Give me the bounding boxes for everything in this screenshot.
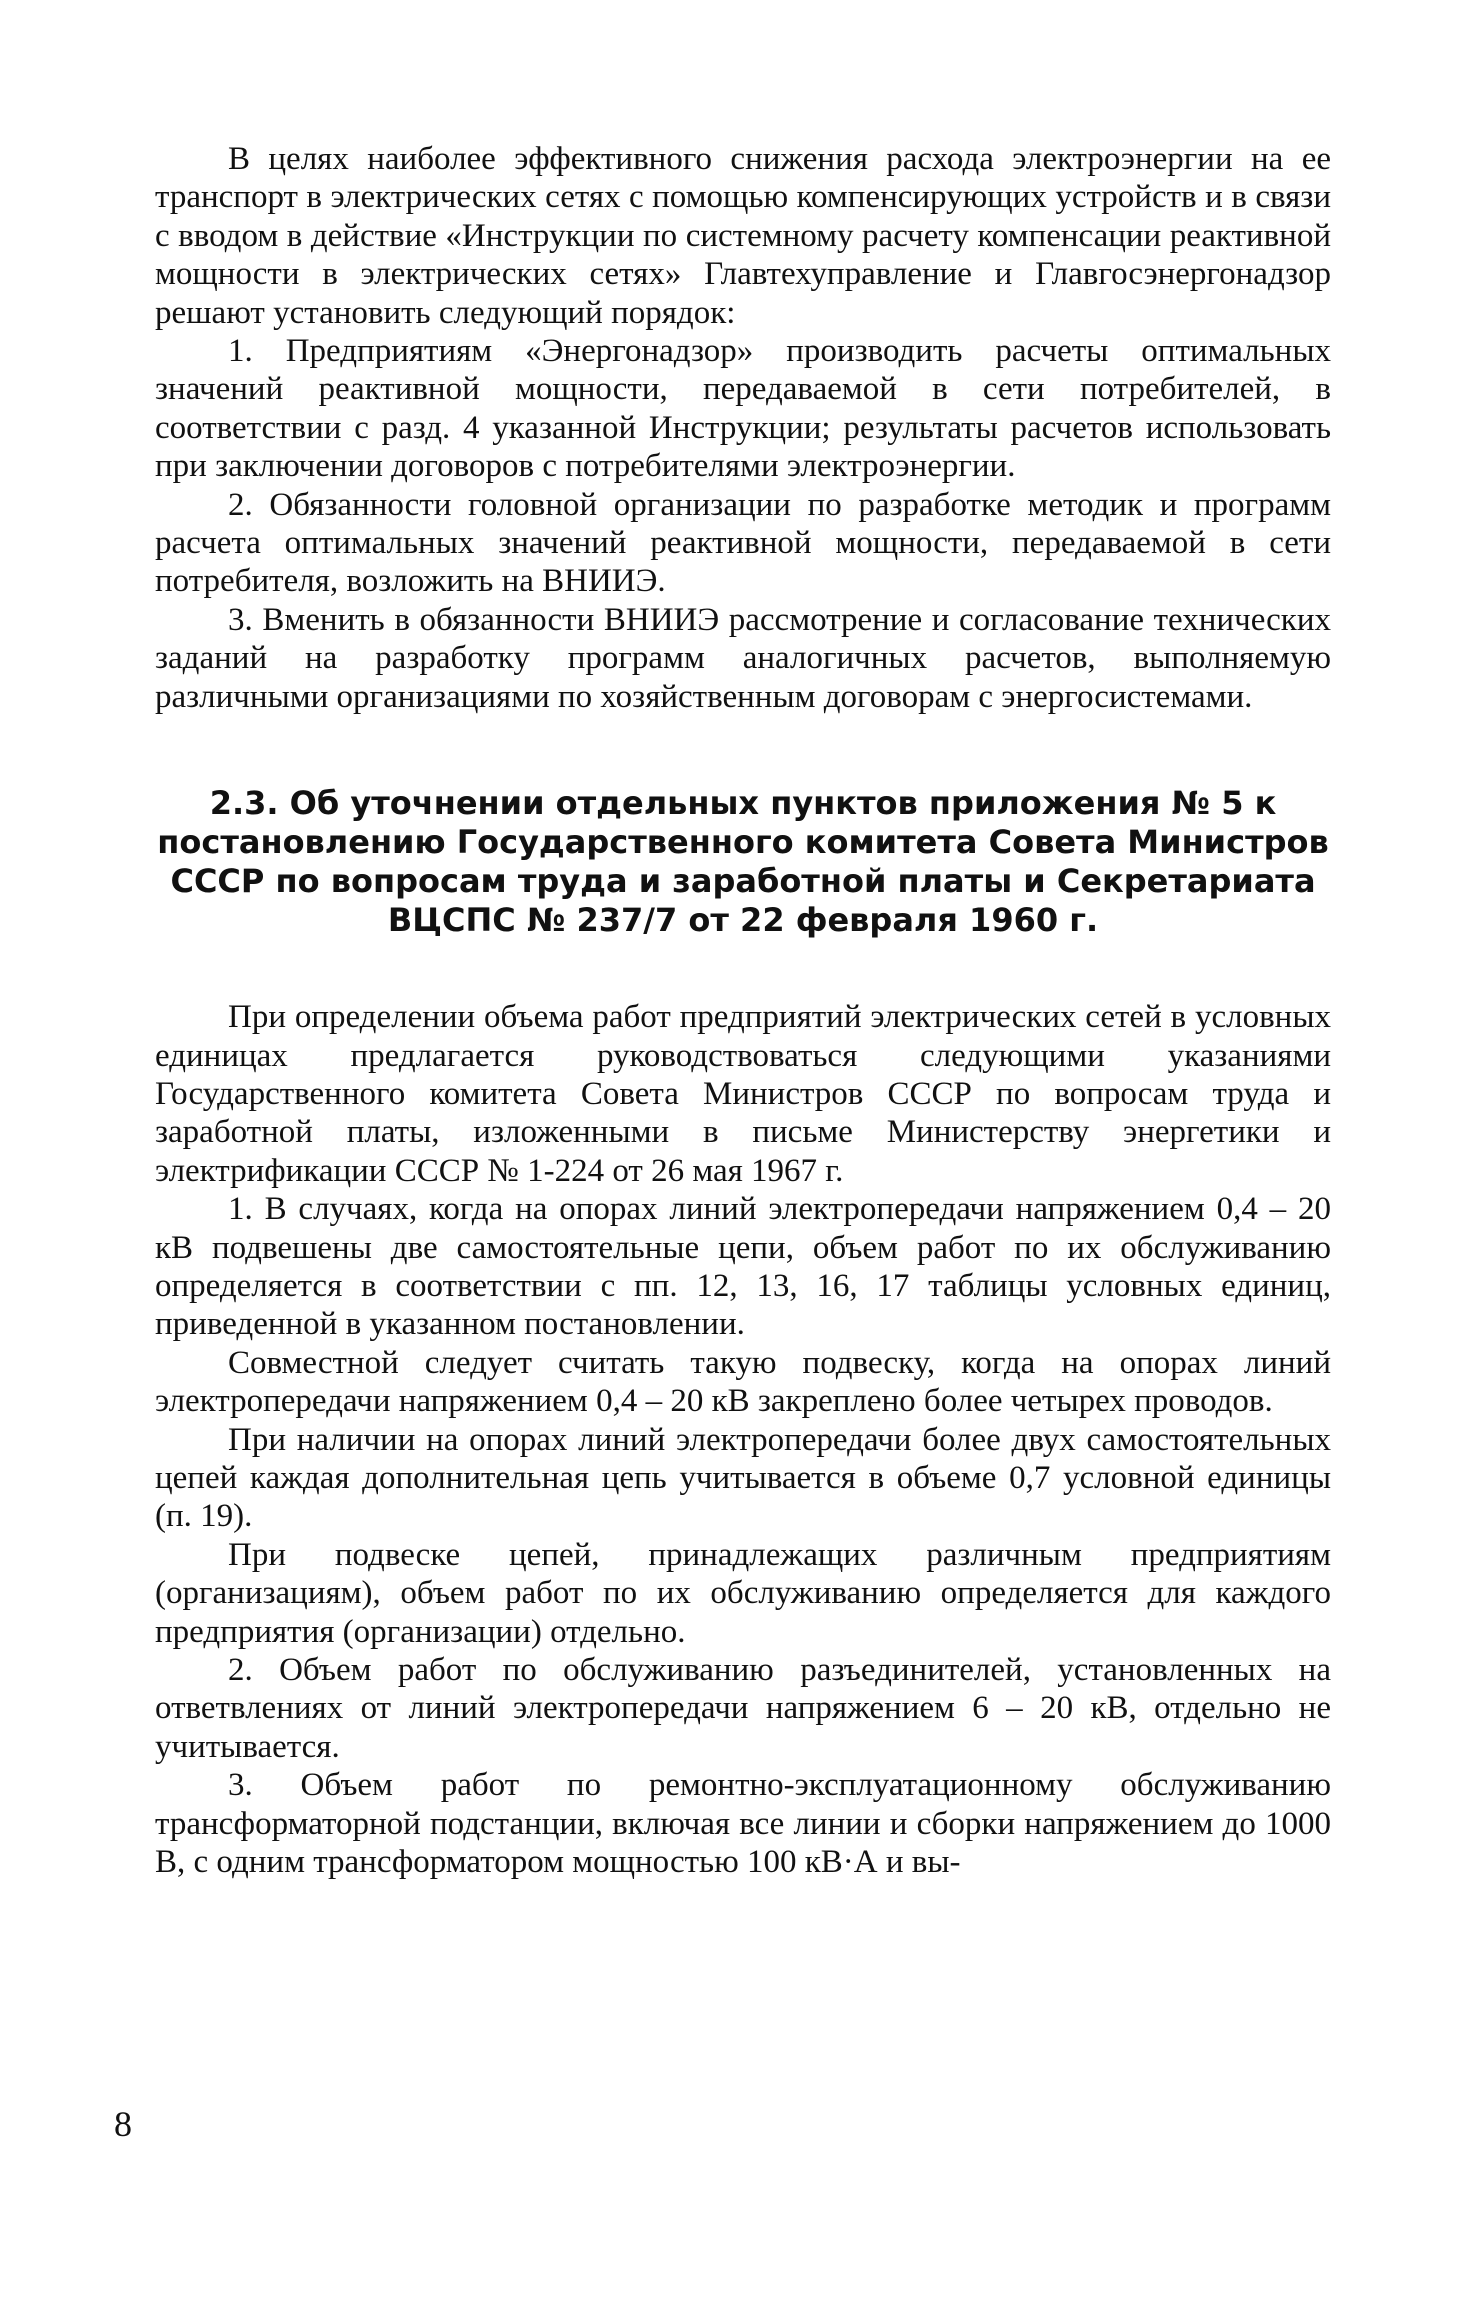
section-paragraph-6: 2. Объем работ по обслуживанию разъединителей, установленных на ответвлениях от линий электропередачи напряжением 6 – 20 кВ, отдельно не учитывается.: [155, 1652, 1331, 1765]
section-paragraph-5: При подвеске цепей, принадлежащих различным предприятиям (организациям), объем работ по их обслуживанию определяется для каждого предприятия (организации) отдельно.: [155, 1536, 1331, 1650]
section-paragraph-7: 3. Объем работ по ремонтно-эксплуатационному обслуживанию трансформаторной подстанции, включая все линии и сборки напряжением до 1000 В, с одним трансформатором мощностью 100 кВ·А и вы-: [155, 1767, 1331, 1881]
section-heading: 2.3. Об уточнении отдельных пунктов приложения № 5 к постановлению Государственного комитета Совета Министров СССР по вопросам труда и заработной платы и Секретариата ВЦСПС № 237/7 от 22 февраля 1960 г.: [157, 784, 1329, 940]
intro-paragraph: В целях наиболее эффективного снижения расхода электроэнергии на ее транспорт в электрических сетях с помощью компенсирующих устройств и в связи с вводом в действие «Инструкции по системному расчету компенсации реактивной мощности в электрических сетях» Главтехуправление и Главгосэнергонадзор решают установить следующий порядок:: [155, 141, 1331, 331]
section-paragraph-2: 1. В случаях, когда на опорах линий электропередачи напряжением 0,4 – 20 кВ подвешены две самостоятельные цепи, объем работ по их обслуживанию определяется в соответствии с пп. 12, 13, 16, 17 таблицы условных единиц, приведенной в указанном постановлении.: [155, 1191, 1331, 1343]
document-page: [155, 140, 1331, 1881]
section-paragraph-3: Совместной следует считать такую подвеску, когда на опорах линий электропередачи напряжением 0,4 – 20 кВ закреплено более четырех проводов.: [155, 1344, 1331, 1420]
intro-item-3: 3. Вменить в обязанности ВНИИЭ рассмотрение и согласование технических заданий на разработку программ аналогичных расчетов, выполняемую различными организациями по хозяйственным договорам с энергосистемами.: [155, 601, 1331, 715]
section-paragraph-1: При определении объема работ предприятий электрических сетей в условных единицах предлагается руководствоваться следующими указаниями Государственного комитета Совета Министров СССР по вопросам труда и заработной платы, изложенными в письме Министерству энергетики и электрификации СССР № 1-224 от 26 мая 1967 г.: [155, 999, 1331, 1189]
intro-item-2: 2. Обязанности головной организации по разработке методик и программ расчета оптимальных значений реактивной мощности, передаваемой в сети потребителя, возложить на ВНИИЭ.: [155, 486, 1331, 600]
intro-item-1: 1. Предприятиям «Энергонадзор» производить расчеты оптимальных значений реактивной мощности, передаваемой в сети потребителей, в соответствии с разд. 4 указанной Инструкции; результаты расчетов использовать при заключении договоров с потребителями электроэнергии.: [155, 333, 1331, 485]
section-paragraph-4: При наличии на опорах линий электропередачи более двух самостоятельных цепей каждая дополнительная цепь учитывается в объеме 0,7 условной единицы (п. 19).: [155, 1421, 1331, 1535]
page-number: 8: [114, 2104, 132, 2144]
